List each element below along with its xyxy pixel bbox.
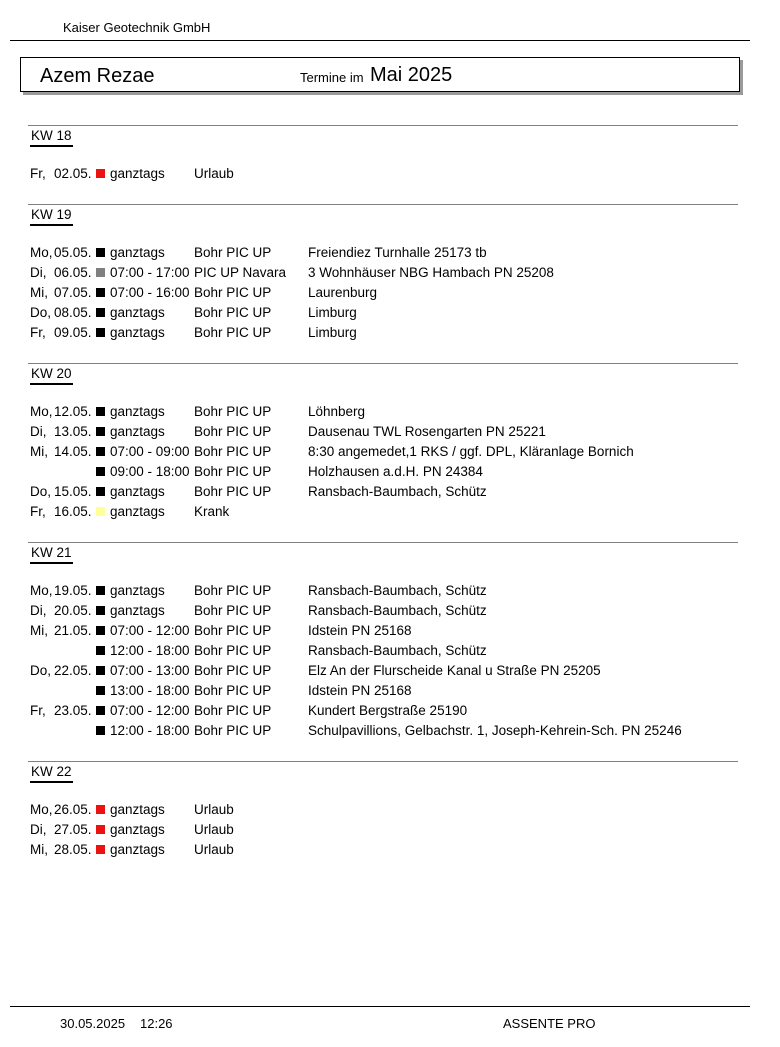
entry-category: Bohr PIC UP: [194, 444, 272, 459]
entry-description: Löhnberg: [308, 404, 366, 419]
footer-date: 30.05.2025: [60, 1016, 126, 1031]
month-title: Mai 2025: [370, 64, 453, 86]
entry-day: Mi,: [30, 444, 48, 459]
entry-day: Fr,: [30, 325, 46, 340]
entry-category: PIC UP Navara: [194, 265, 287, 280]
entry-category: Urlaub: [194, 842, 234, 857]
entry-description: Kundert Bergstraße 25190: [308, 703, 468, 718]
entry-description: Ransbach-Baumbach, Schütz: [308, 484, 487, 499]
category-color-marker: [96, 805, 105, 814]
entry-day: Mi,: [30, 842, 48, 857]
category-color-marker: [96, 407, 105, 416]
week-label: KW 21: [30, 545, 73, 564]
entry-category: Bohr PIC UP: [194, 285, 272, 300]
entry-day: Mo,: [30, 404, 53, 419]
category-color-marker: [96, 248, 105, 257]
category-color-marker: [96, 845, 105, 854]
category-color-marker: [96, 726, 105, 735]
entry-category: Urlaub: [194, 802, 234, 817]
entry-category: Bohr PIC UP: [194, 325, 272, 340]
entry-description: Dausenau TWL Rosengarten PN 25221: [308, 424, 546, 439]
entry-day: Fr,: [30, 703, 46, 718]
entry-time: ganztags: [110, 802, 165, 817]
entry-date: 15.05.: [54, 484, 92, 499]
entry-time: ganztags: [110, 484, 165, 499]
footer-time: 12:26: [140, 1016, 173, 1031]
week-section: [28, 204, 738, 343]
entry-description: Elz An der Flurscheide Kanal u Straße PN 25205: [308, 663, 601, 678]
category-color-marker: [96, 686, 105, 695]
week-label: KW 19: [30, 207, 73, 226]
category-color-marker: [96, 447, 105, 456]
entry-category: Urlaub: [194, 166, 234, 181]
title-box: [20, 57, 740, 92]
entry-time: ganztags: [110, 305, 165, 320]
appointment-row: [28, 641, 738, 661]
entry-list: [28, 164, 738, 184]
week-label: KW 20: [30, 366, 73, 385]
appointment-row: [28, 402, 738, 422]
entry-category: Bohr PIC UP: [194, 245, 272, 260]
entry-list: [28, 800, 738, 860]
entry-description: Ransbach-Baumbach, Schütz: [308, 643, 487, 658]
entry-date: 14.05.: [54, 444, 92, 459]
appointment-row: [28, 681, 738, 701]
entry-day: Fr,: [30, 504, 46, 519]
appointment-row: [28, 263, 738, 283]
category-color-marker: [96, 268, 105, 277]
entry-day: Di,: [30, 265, 47, 280]
category-color-marker: [96, 626, 105, 635]
entry-time: ganztags: [110, 166, 165, 181]
entry-date: 19.05.: [54, 583, 92, 598]
appointment-row: [28, 601, 738, 621]
appointment-row: [28, 840, 738, 860]
week-label: KW 18: [30, 128, 73, 147]
entry-time: 13:00 - 18:00: [110, 683, 190, 698]
entry-time: ganztags: [110, 504, 165, 519]
category-color-marker: [96, 825, 105, 834]
appointment-row: [28, 462, 738, 482]
entry-description: Limburg: [308, 325, 357, 340]
entry-category: Bohr PIC UP: [194, 404, 272, 419]
entry-time: 09:00 - 18:00: [110, 464, 190, 479]
appointment-row: [28, 701, 738, 721]
appointment-row: [28, 422, 738, 442]
entry-description: Ransbach-Baumbach, Schütz: [308, 603, 487, 618]
entry-date: 07.05.: [54, 285, 92, 300]
appointment-row: [28, 164, 738, 184]
category-color-marker: [96, 586, 105, 595]
entry-list: [28, 581, 738, 741]
entry-category: Krank: [194, 504, 230, 519]
entry-date: 26.05.: [54, 802, 92, 817]
company-name: Kaiser Geotechnik GmbH: [63, 20, 211, 35]
category-color-marker: [96, 288, 105, 297]
entry-category: Bohr PIC UP: [194, 424, 272, 439]
appointment-row: [28, 721, 738, 741]
entry-day: Mo,: [30, 802, 53, 817]
entry-category: Bohr PIC UP: [194, 723, 272, 738]
entry-category: Bohr PIC UP: [194, 583, 272, 598]
entry-date: 06.05.: [54, 265, 92, 280]
entry-time: ganztags: [110, 325, 165, 340]
appointment-row: [28, 800, 738, 820]
entry-date: 22.05.: [54, 663, 92, 678]
entry-description: Holzhausen a.d.H. PN 24384: [308, 464, 483, 479]
entry-time: ganztags: [110, 424, 165, 439]
entry-time: 12:00 - 18:00: [110, 723, 190, 738]
entry-date: 12.05.: [54, 404, 92, 419]
entry-time: 07:00 - 13:00: [110, 663, 190, 678]
entry-date: 23.05.: [54, 703, 92, 718]
appointment-row: [28, 482, 738, 502]
entry-list: [28, 402, 738, 522]
entry-description: Laurenburg: [308, 285, 378, 300]
appointment-row: [28, 621, 738, 641]
termine-label: Termine im: [300, 70, 364, 85]
week-section: [28, 761, 738, 860]
category-color-marker: [96, 487, 105, 496]
entry-day: Mi,: [30, 285, 48, 300]
entry-date: 20.05.: [54, 603, 92, 618]
entry-time: 12:00 - 18:00: [110, 643, 190, 658]
appointment-row: [28, 661, 738, 681]
category-color-marker: [96, 308, 105, 317]
entry-category: Bohr PIC UP: [194, 663, 272, 678]
entry-category: Bohr PIC UP: [194, 305, 272, 320]
entry-day: Di,: [30, 603, 47, 618]
category-color-marker: [96, 666, 105, 675]
entry-time: ganztags: [110, 842, 165, 857]
entry-time: ganztags: [110, 822, 165, 837]
appointment-row: [28, 820, 738, 840]
person-name: Azem Rezae: [40, 65, 155, 87]
entry-category: Bohr PIC UP: [194, 643, 272, 658]
entry-day: Mo,: [30, 583, 53, 598]
category-color-marker: [96, 169, 105, 178]
appointment-row: [28, 323, 738, 343]
entry-date: 28.05.: [54, 842, 92, 857]
entry-category: Bohr PIC UP: [194, 623, 272, 638]
entry-date: 27.05.: [54, 822, 92, 837]
entry-day: Di,: [30, 822, 47, 837]
entry-day: Do,: [30, 484, 52, 499]
entry-category: Bohr PIC UP: [194, 603, 272, 618]
category-color-marker: [96, 467, 105, 476]
entry-category: Bohr PIC UP: [194, 484, 272, 499]
entry-day: Mi,: [30, 623, 48, 638]
week-list: [28, 125, 738, 880]
entry-time: ganztags: [110, 245, 165, 260]
week-label: KW 22: [30, 764, 73, 783]
week-section: [28, 363, 738, 522]
week-section: [28, 125, 738, 184]
entry-date: 09.05.: [54, 325, 92, 340]
category-color-marker: [96, 706, 105, 715]
entry-time: ganztags: [110, 583, 165, 598]
category-color-marker: [96, 427, 105, 436]
entry-day: Do,: [30, 663, 52, 678]
entry-time: ganztags: [110, 404, 165, 419]
entry-description: Idstein PN 25168: [308, 623, 412, 638]
week-section: [28, 542, 738, 741]
entry-description: Freiendiez Turnhalle 25173 tb: [308, 245, 487, 260]
entry-category: Bohr PIC UP: [194, 703, 272, 718]
category-color-marker: [96, 507, 105, 516]
entry-day: Mo,: [30, 245, 53, 260]
appointment-row: [28, 581, 738, 601]
header-divider: [10, 40, 750, 41]
entry-date: 02.05.: [54, 166, 92, 181]
appointment-row: [28, 283, 738, 303]
category-color-marker: [96, 606, 105, 615]
entry-description: Schulpavillions, Gelbachstr. 1, Joseph-Kehrein-Sch. PN 25246: [308, 723, 682, 738]
entry-time: 07:00 - 16:00: [110, 285, 190, 300]
category-color-marker: [96, 646, 105, 655]
entry-category: Urlaub: [194, 822, 234, 837]
entry-date: 13.05.: [54, 424, 92, 439]
entry-time: 07:00 - 12:00: [110, 623, 190, 638]
entry-time: 07:00 - 17:00: [110, 265, 190, 280]
entry-list: [28, 243, 738, 343]
entry-date: 08.05.: [54, 305, 92, 320]
entry-description: 3 Wohnhäuser NBG Hambach PN 25208: [308, 265, 554, 280]
entry-category: Bohr PIC UP: [194, 683, 272, 698]
appointment-row: [28, 502, 738, 522]
footer-divider: [10, 1006, 750, 1007]
entry-day: Fr,: [30, 166, 46, 181]
entry-description: 8:30 angemedet,1 RKS / ggf. DPL, Kläranlage Bornich: [308, 444, 634, 459]
entry-time: ganztags: [110, 603, 165, 618]
appointment-row: [28, 442, 738, 462]
footer-app-name: ASSENTE PRO: [503, 1016, 596, 1031]
entry-time: 07:00 - 09:00: [110, 444, 190, 459]
entry-time: 07:00 - 12:00: [110, 703, 190, 718]
category-color-marker: [96, 328, 105, 337]
appointment-row: [28, 303, 738, 323]
entry-date: 16.05.: [54, 504, 92, 519]
entry-day: Di,: [30, 424, 47, 439]
entry-date: 21.05.: [54, 623, 92, 638]
entry-day: Do,: [30, 305, 52, 320]
entry-date: 05.05.: [54, 245, 92, 260]
entry-category: Bohr PIC UP: [194, 464, 272, 479]
entry-description: Limburg: [308, 305, 357, 320]
entry-description: Idstein PN 25168: [308, 683, 412, 698]
entry-description: Ransbach-Baumbach, Schütz: [308, 583, 487, 598]
appointment-row: [28, 243, 738, 263]
